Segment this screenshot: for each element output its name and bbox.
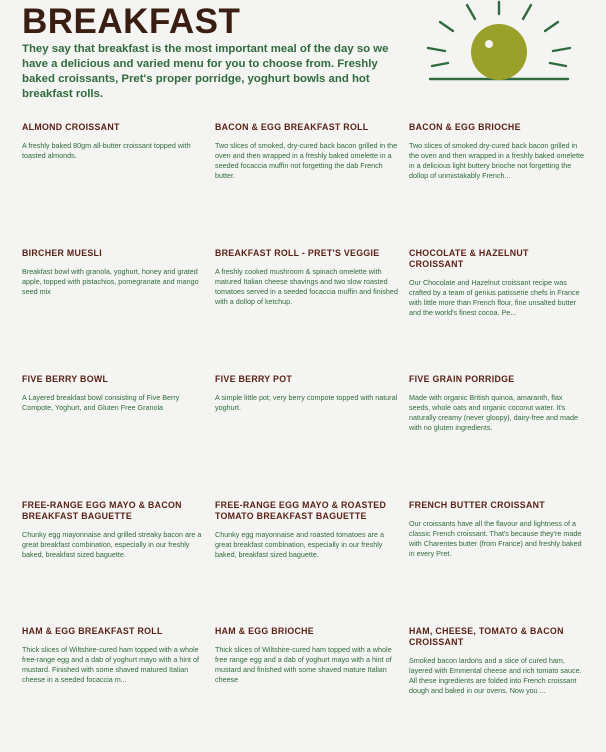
menu-item[interactable] [409,626,592,752]
menu-item-description: A freshly cooked mushroom & spinach omelette with matured Italian cheese shavings and two slow roasted tomatoes served in a seeded focaccia muffin and finished with a dollop of ketchup. [215,267,398,306]
menu-item-name: FREE-RANGE EGG MAYO & ROASTED TOMATO BREAKFAST BAGUETTE [215,500,387,521]
menu-item-description: Our Chocolate and Hazelnut croissant recipe was crafted by a team of genius patisserie chefs in France with little more than French flour, fine unsalted butter and the world's finest cocoa. Pe... [409,278,580,317]
menu-item-description: Chunky egg mayonnaise and roasted tomatoes are a great breakfast combination, especially in our freshly baked, breakfast sized baguette. [215,530,385,559]
menu-item[interactable] [409,248,592,374]
menu-item-description: Thick slices of Wiltshire-cured ham topped with a whole free-range egg and a dab of yoghurt mayo with a hint of mustard. Finished with some shaved matured Italian cheese in a seeded focaccia m... [22,645,200,684]
menu-item-name: FIVE BERRY POT [215,374,293,384]
menu-item[interactable] [215,626,409,752]
menu-item-description: A freshly baked 80gm all-butter croissant topped with toasted almonds. [22,141,191,160]
menu-item-description: Chunky egg mayonnaise and grilled streaky bacon are a great breakfast combination, especially in our freshly baked, breakfast sized baguette. [22,530,202,559]
menu-item[interactable] [409,374,592,500]
menu-item[interactable] [22,122,215,248]
menu-item-description: Our croissants have all the flavour and lightness of a classic French croissant. That's because they're made with Charentes butter (from France) and freshly baked in every Pret. [409,519,582,558]
menu-item[interactable] [22,374,215,500]
menu-item[interactable] [409,122,592,248]
menu-item-name: BIRCHER MUESLI [22,248,102,258]
menu-item[interactable] [215,500,409,626]
menu-item[interactable] [409,500,592,626]
page-title: BREAKFAST [22,2,241,41]
menu-item-name: BREAKFAST ROLL - PRET'S VEGGIE [215,248,380,258]
intro-text: They say that breakfast is the most important meal of the day so we have a delicious and varied menu for you to choose from. Freshly baked croissants, Pret's proper porridge, yoghurt bowls and hot breakfast rolls. [22,43,389,100]
menu-item[interactable] [215,248,409,374]
menu-item[interactable] [22,626,215,752]
menu-item-name: FIVE GRAIN PORRIDGE [409,374,515,384]
menu-item-name: FIVE BERRY BOWL [22,374,109,384]
menu-item-name: ALMOND CROISSANT [22,122,120,132]
menu-item[interactable] [22,248,215,374]
menu-item-name: HAM & EGG BREAKFAST ROLL [22,626,163,636]
menu-item[interactable] [215,374,409,500]
menu-item-description: A Layered breakfast bowl consisting of Five Berry Compote, Yoghurt, and Gluten Free Granola [22,393,180,412]
menu-item-description: Breakfast bowl with granola, yoghurt, honey and grated apple, topped with pistachios, pomegranate and mango seed mix [22,267,199,296]
menu-item-name: FREE-RANGE EGG MAYO & BACON BREAKFAST BAGUETTE [22,500,182,521]
menu-item-name: HAM & EGG BRIOCHE [215,626,314,636]
menu-item-name: HAM, CHEESE, TOMATO & BACON CROISSANT [409,626,564,647]
menu-item[interactable] [215,122,409,248]
menu-item-description: A simple little pot; very berry compote topped with natural yoghurt. [215,393,398,412]
menu-grid [22,122,592,752]
menu-item-name: CHOCOLATE & HAZELNUT CROISSANT [409,248,529,269]
menu-item-name: BACON & EGG BREAKFAST ROLL [215,122,369,132]
menu-item-description: Thick slices of Wiltshire-cured ham topped with a whole free range egg and a dab of yoghurt mayo with a hint of mustard and finished with some shaved mature Italian cheese [215,645,392,684]
menu-item[interactable] [22,500,215,626]
menu-item-name: BACON & EGG BRIOCHE [409,122,521,132]
menu-item-description: Two slices of smoked, dry-cured back bacon grilled in the oven and then wrapped in a freshly baked omelette in a seeded focaccia muffin not forgetting the dab French butter. [215,141,398,180]
menu-item-description: Smoked bacon lardons and a slice of cured ham, layered with Emmental cheese and rich tomato sauce. All these ingredients are folded into French croissant dough and baked in our ovens. Now you ... [409,656,582,695]
menu-item-name: FRENCH BUTTER CROISSANT [409,500,545,510]
menu-item-description: Made with organic British quinoa, amaranth, flax seeds, whole oats and organic coconut water. It's naturally creamy (never gloopy), dairy-free and made with no gluten ingredients. [409,393,578,432]
sunrise-icon [424,0,574,82]
menu-item-description: Two slices of smoked dry-cured back bacon grilled in the oven and then wrapped in a freshly baked omelette in a delicious light buttery brioche not forgetting the dollop of unmistakably French... [409,141,585,180]
